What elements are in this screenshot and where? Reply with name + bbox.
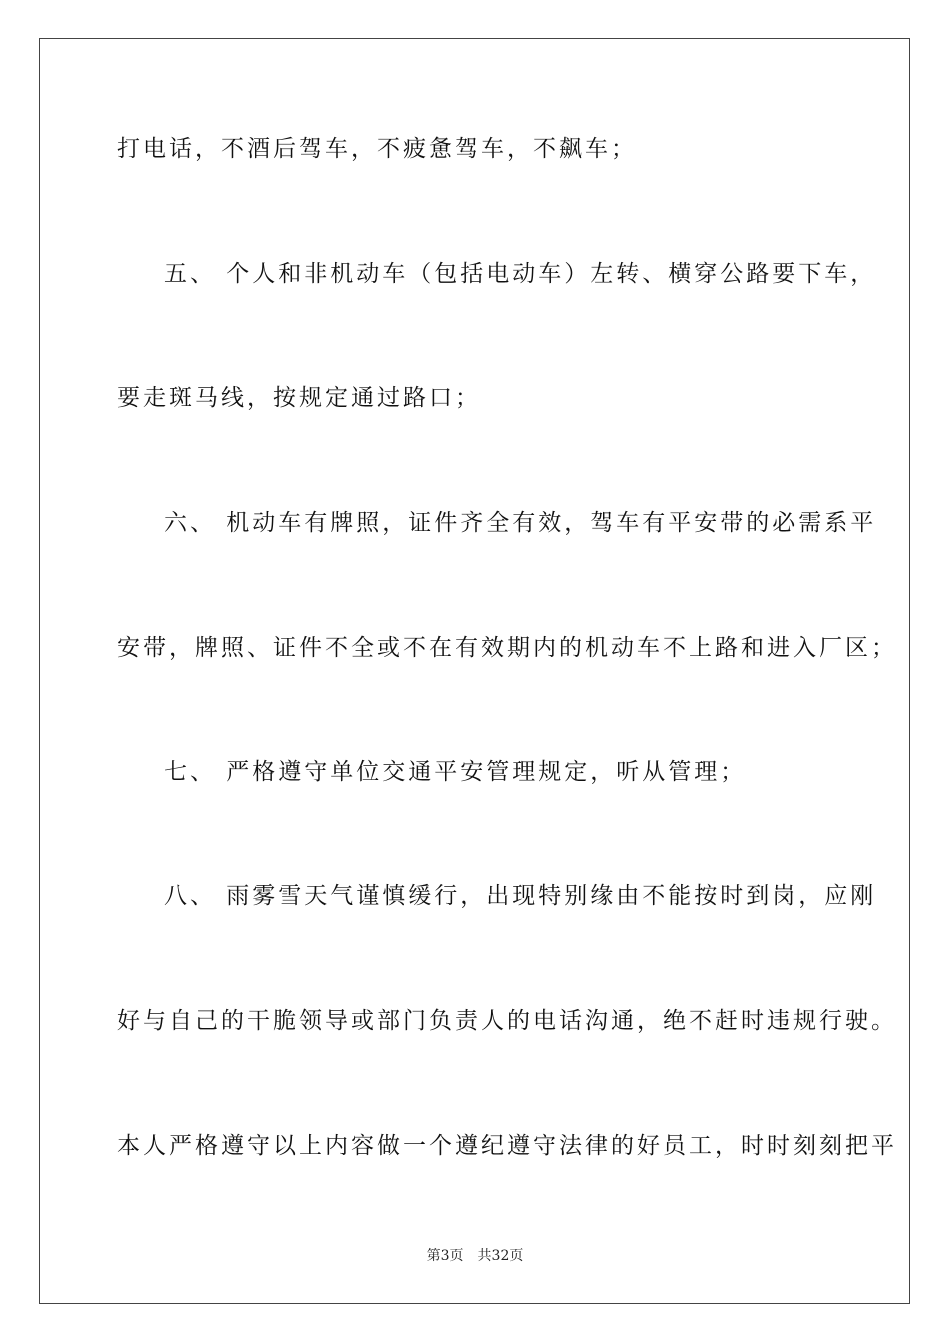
body-line-7: 八、 雨雾雪天气谨慎缓行，出现特别缘由不能按时到岗，应刚 [164,883,877,909]
body-line-8: 好与自己的干脆领导或部门负责人的电话沟通，绝不赶时违规行驶。 [117,1008,897,1034]
body-line-9: 本人严格遵守以上内容做一个遵纪遵守法律的好员工，时时刻刻把平 [117,1133,897,1159]
body-line-4: 六、 机动车有牌照，证件齐全有效，驾车有平安带的必需系平 [164,510,877,536]
body-line-3: 要走斑马线，按规定通过路口； [117,385,481,411]
body-line-5: 安带，牌照、证件不全或不在有效期内的机动车不上路和进入厂区； [117,635,897,661]
page-border [39,38,910,1304]
body-line-1: 打电话，不酒后驾车，不疲惫驾车，不飙车； [117,136,637,162]
page-number-footer: 第3页 共32页 [426,1248,524,1264]
body-line-6: 七、 严格遵守单位交通平安管理规定，听从管理； [164,759,747,785]
body-line-2: 五、 个人和非机动车（包括电动车）左转、横穿公路要下车， [164,261,877,287]
